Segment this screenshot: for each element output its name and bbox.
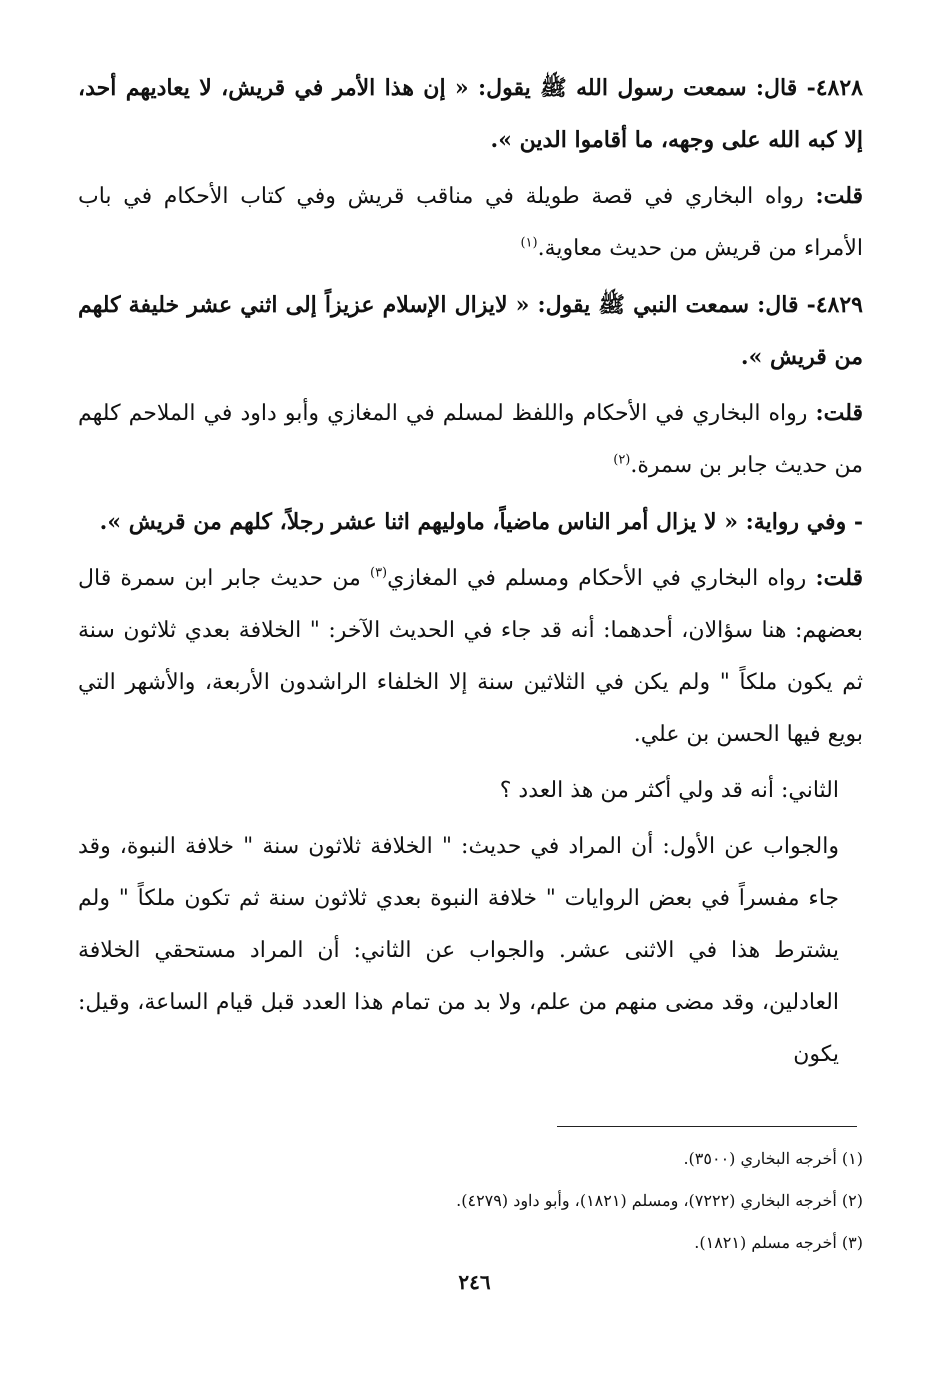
second-question: الثاني: أنه قد ولي أكثر من هذ العدد ؟ (499, 778, 839, 803)
footnotes (78, 1138, 863, 1264)
footnote-ref-3: (٣) (369, 565, 388, 581)
comment-text: رواه البخاري في الأحكام واللفظ لمسلم في المغازي وأبو داود في الملاحم كلهم من حديث جابر بن سمرة. (78, 401, 863, 478)
footnote-2: (٢) أخرجه البخاري (٧٢٢٢)، ومسلم (١٨٢١)، وأبو داود (٤٢٧٩). (456, 1191, 863, 1210)
main-text (78, 62, 863, 1085)
hadith-variant: - وفي رواية: « لا يزال أمر الناس ماضياً، ماوليهم اثنا عشر رجلاً، كلهم من قريش ». (99, 509, 863, 535)
comment-text: رواه البخاري في الأحكام ومسلم في المغازي (387, 566, 816, 591)
comment-lead: قلت: (815, 183, 863, 209)
comment-4829 (78, 387, 863, 492)
comment-4828 (78, 170, 863, 275)
comment-text-continued: من حديث جابر ابن سمرة قال بعضهم: هنا سؤالان، أحدهما: أنه قد جاء في الحديث الآخر: " الخلافة بعدي ثلاثون سنة ثم يكون ملكاً " ولم يكن في الثلاثين سنة إلا الخلفاء الراشدون الأربعة، والأشهر التي بويع فيها الحسن بن علي. (78, 566, 863, 747)
hadith-4829: ٤٨٢٩- قال: سمعت النبي ﷺ يقول: « لايزال الإسلام عزيزاً إلى اثني عشر خليفة كلهم من قريش ». (78, 292, 863, 370)
page-number: ٢٤٦ (458, 1270, 491, 1294)
comment-text: رواه البخاري في قصة طويلة في مناقب قريش وفي كتاب الأحكام في باب الأمراء من قريش من حديث معاوية. (78, 184, 863, 261)
footnote-ref-2: (٢) (613, 452, 631, 468)
comment-variant (78, 552, 863, 761)
comment-lead: قلت: (815, 400, 863, 426)
footnote-ref-1: (١) (520, 235, 538, 251)
footnote-1: (١) أخرجه البخاري (٣٥٠٠). (683, 1149, 863, 1168)
footnote-3: (٣) أخرجه مسلم (١٨٢١). (694, 1233, 863, 1252)
hadith-4828: ٤٨٢٨- قال: سمعت رسول الله ﷺ يقول: « إن هذا الأمر في قريش، لا يعاديهم أحد، إلا كبه الله على وجهه، ما أقاموا الدين ». (78, 75, 863, 153)
comment-lead: قلت: (815, 565, 864, 591)
answer-paragraph: والجواب عن الأول: أن المراد في حديث: " الخلافة ثلاثون سنة " خلافة النبوة، وقد جاء مفسراً في بعض الروايات " خلافة النبوة بعدي ثلاثون سنة ثم تكون ملكاً " ولم يشترط هذا في الاثنى عشر. والجواب عن الثاني: أن المراد مستحقي الخلافة العادلين، وقد مضى منهم من علم، ولا بد من تمام هذا العدد قبل قيام الساعة، وقيل: يكون (78, 834, 840, 1067)
footnote-divider (557, 1126, 857, 1127)
